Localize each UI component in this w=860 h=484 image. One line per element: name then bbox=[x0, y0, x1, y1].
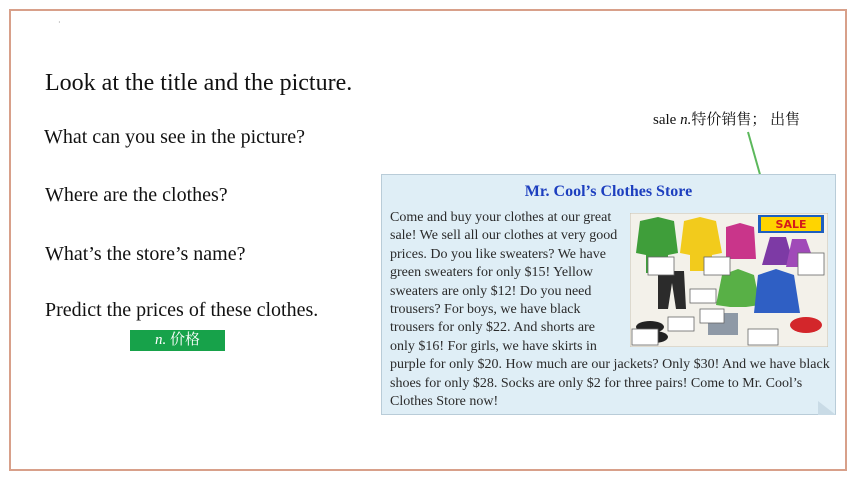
red-shoes-icon bbox=[790, 317, 822, 333]
price-note bbox=[130, 330, 225, 351]
price-blank bbox=[704, 257, 730, 275]
store-card-body: Come and buy your clothes at our great sale! We sell all our clothes at very good prices. Do you like sweaters? We have green sweaters for only $15! Yellow sweaters are only $12! Do you need trousers? For boys, we have black trousers for only $22. And shorts are only $16! For girls, we have skirts in purple for only $20. How much are our jackets? Only $30! And we have black shoes for only $28. Socks are only $2 for three pairs! Come to Mr. Cool’s Clothes Store now! bbox=[390, 210, 830, 410]
price-blank bbox=[648, 257, 674, 275]
blue-jacket-icon bbox=[754, 269, 800, 313]
store-card bbox=[381, 174, 836, 415]
price-blank bbox=[632, 329, 658, 345]
sale-note-pos: n. bbox=[680, 112, 692, 128]
price-blank bbox=[668, 317, 694, 331]
sale-sign-text: SALE bbox=[775, 218, 807, 231]
sale-note-word: sale bbox=[653, 112, 681, 128]
sale-note bbox=[653, 108, 800, 129]
price-blank bbox=[748, 329, 778, 345]
price-blank bbox=[690, 289, 716, 303]
page-curl bbox=[818, 401, 836, 415]
price-blank bbox=[798, 253, 824, 275]
store-card-heading: Mr. Cool’s Clothes Store bbox=[524, 183, 693, 200]
price-blank bbox=[700, 309, 724, 323]
question-4: Predict the prices of these clothes. bbox=[45, 299, 319, 321]
question-3: What’s the store’s name? bbox=[45, 243, 246, 265]
slide-title: Look at the title and the picture. bbox=[45, 70, 353, 96]
question-2: Where are the clothes? bbox=[45, 184, 228, 206]
clothes-picture bbox=[630, 213, 828, 347]
question-1: What can you see in the picture? bbox=[44, 126, 305, 148]
sale-note-meaning: 特价销售； 出售 bbox=[691, 112, 801, 128]
red-top-icon bbox=[726, 223, 756, 259]
price-note-meaning: 价格 bbox=[166, 332, 200, 348]
sale-sign-icon bbox=[758, 215, 824, 233]
dot-mark: · bbox=[58, 18, 61, 27]
price-note-pos: n. bbox=[154, 332, 167, 348]
